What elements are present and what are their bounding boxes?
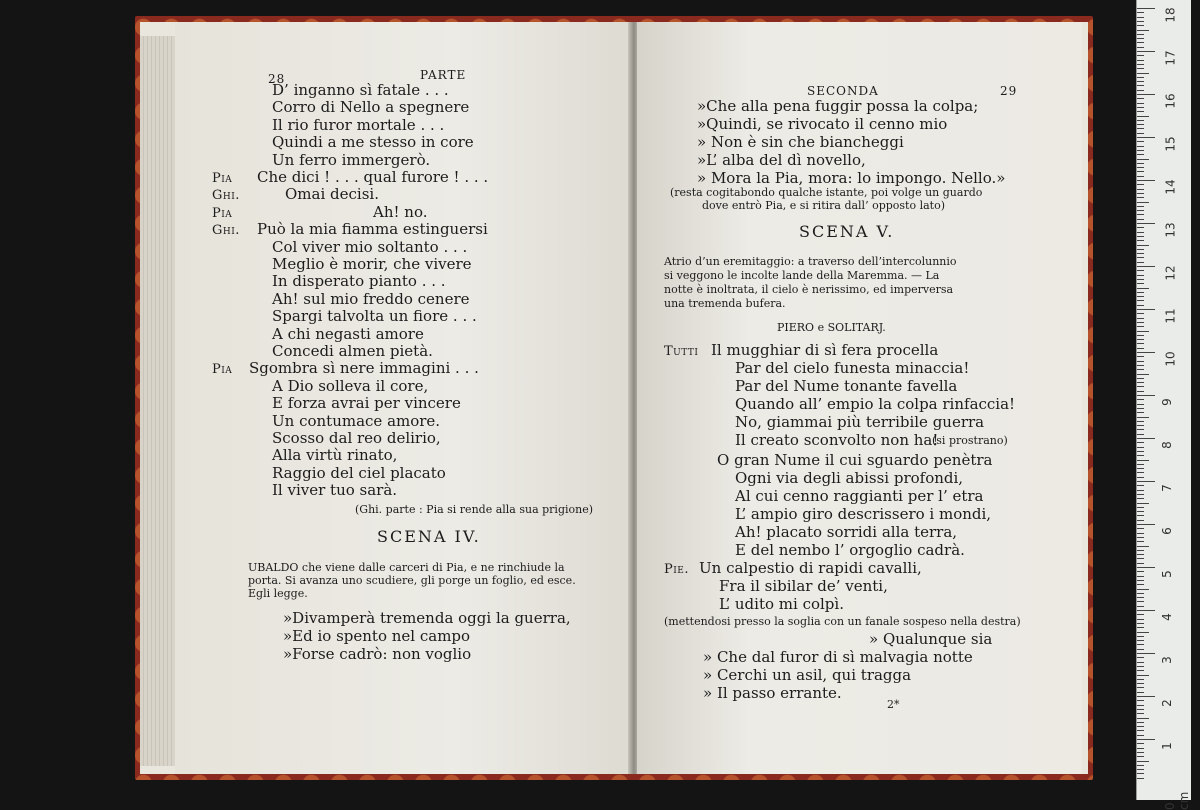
ruler-tick [1137, 735, 1144, 736]
ruler-tick [1137, 636, 1144, 637]
stage-direction: (si prostrano) [932, 434, 1008, 447]
ruler-tick [1137, 692, 1144, 693]
ruler-tick [1137, 150, 1144, 151]
ruler-tick [1137, 176, 1144, 177]
verse-line: Quando all’ empio la colpa rinfaccia! [735, 395, 1016, 413]
letter-line: »Ed io spento nel campo [283, 627, 471, 645]
running-header: SECONDA [807, 84, 879, 98]
ruler-tick [1137, 369, 1144, 370]
letter-line: »L’ alba del dì novello, [697, 151, 866, 169]
ruler-tick [1137, 171, 1144, 172]
ruler-tick [1137, 25, 1144, 26]
ruler-tick [1137, 606, 1144, 607]
ruler-tick [1137, 386, 1144, 387]
verse-line: Spargi talvolta un fiore . . . [272, 307, 477, 326]
ruler-tick [1137, 485, 1144, 486]
verse-line: Ah! placato sorridi alla terra, [735, 523, 958, 541]
ruler-tick [1137, 193, 1144, 194]
ruler-tick [1137, 520, 1144, 521]
verse-line: No, giammai più terribile guerra [735, 413, 985, 431]
ruler-tick [1137, 154, 1144, 155]
ruler-tick [1137, 769, 1144, 770]
ruler-tick [1137, 378, 1144, 379]
verse-line: Alla virtù rinato, [272, 446, 398, 465]
ruler-tick [1137, 103, 1144, 104]
verse-line: E del nembo l’ orgoglio cadrà. [735, 541, 965, 559]
verse-line: D’ inganno sì fatale . . . [272, 81, 449, 99]
ruler-label: 3 [1159, 656, 1174, 664]
verse-line: Quindi a me stesso in core [272, 133, 474, 152]
ruler-tick [1137, 391, 1144, 392]
ruler-tick [1137, 593, 1144, 594]
ruler-tick [1137, 589, 1149, 590]
ruler-tick [1137, 619, 1144, 620]
ruler-tick [1137, 94, 1155, 95]
ruler-tick [1137, 455, 1144, 456]
ruler-tick [1137, 528, 1144, 529]
ruler-tick [1137, 408, 1144, 409]
ruler-tick [1137, 623, 1144, 624]
ruler-tick [1137, 214, 1144, 215]
ruler-tick [1137, 189, 1144, 190]
ruler-tick [1137, 507, 1144, 508]
letter-line: »Che alla pena fuggir possa la colpa; [697, 97, 979, 115]
ruler-tick [1137, 644, 1144, 645]
ruler-label: 15 [1163, 136, 1178, 152]
page-number: 29 [1000, 84, 1018, 98]
ruler-tick [1137, 245, 1149, 246]
ruler-tick [1137, 567, 1155, 568]
verse-line: A Dio solleva il core, [272, 376, 429, 395]
speaker-label: Pia [212, 171, 233, 186]
left-page [175, 22, 645, 774]
ruler-tick [1137, 21, 1144, 22]
ruler-tick [1137, 128, 1144, 129]
verse-line: In disperato pianto . . . [272, 272, 446, 291]
ruler-tick [1137, 709, 1144, 710]
verse-line: » Cerchi un asil, qui tragga [703, 666, 912, 684]
ruler-tick [1137, 98, 1144, 99]
ruler-label: 16 [1163, 93, 1178, 109]
ruler-tick [1137, 687, 1144, 688]
ruler-tick [1137, 752, 1144, 753]
ruler-label: 12 [1163, 265, 1178, 281]
ruler-tick [1137, 515, 1144, 516]
ruler-tick [1137, 722, 1144, 723]
ruler-tick [1137, 361, 1144, 362]
ruler-tick [1137, 675, 1149, 676]
ruler-tick [1137, 335, 1144, 336]
verse-line: Corro di Nello a spegnere [272, 98, 470, 117]
ruler-tick [1137, 275, 1144, 276]
ruler-tick [1137, 85, 1144, 86]
ruler-tick [1137, 460, 1149, 461]
ruler-tick [1137, 288, 1149, 289]
ruler-tick [1137, 563, 1144, 564]
ruler-tick [1137, 206, 1144, 207]
ruler-tick [1137, 395, 1155, 396]
ruler-tick [1137, 632, 1149, 633]
ruler-label: 18 [1163, 7, 1178, 23]
verse-line: Ah! sul mio freddo cenere [272, 289, 470, 308]
verse-line: » Che dal furor di sì malvagia notte [703, 648, 973, 666]
ruler-tick [1137, 765, 1144, 766]
verse-line: Un calpestio di rapidi cavalli, [699, 559, 922, 577]
ruler-tick [1137, 292, 1144, 293]
ruler-tick [1137, 662, 1144, 663]
ruler-tick [1137, 748, 1144, 749]
ruler-tick [1137, 442, 1144, 443]
ruler-tick [1137, 356, 1144, 357]
verse-line: Il viver tuo sarà. [272, 481, 398, 500]
ruler-tick [1137, 348, 1144, 349]
open-book [140, 22, 1088, 774]
right-page [637, 22, 1082, 774]
ruler-tick [1137, 576, 1144, 577]
ruler-tick [1137, 262, 1144, 263]
ruler-tick [1137, 511, 1144, 512]
ruler-tick [1137, 412, 1144, 413]
ruler-tick [1137, 718, 1149, 719]
ruler-label: 5 [1159, 570, 1174, 578]
ruler-tick [1137, 447, 1144, 448]
ruler-tick [1137, 451, 1144, 452]
ruler-tick [1137, 679, 1144, 680]
scene-desc-line: UBALDO che viene dalle carceri di Pia, e ne rinchiude la [248, 561, 565, 574]
scene-desc-line: porta. Si avanza uno scudiere, gli porge un foglio, ed esce. [248, 574, 576, 587]
ruler-tick [1137, 761, 1149, 762]
ruler-tick [1137, 180, 1155, 181]
scene-title: SCENA IV. [377, 527, 481, 546]
scene-desc-line: Atrio d’un eremitaggio: a traverso dell’intercolunnio [664, 255, 957, 268]
speaker-label: Ghi. [212, 188, 240, 204]
ruler-label: 9 [1159, 398, 1174, 406]
ruler-tick [1137, 236, 1144, 237]
ruler-tick [1137, 481, 1155, 482]
ruler-tick [1137, 266, 1155, 267]
ruler-tick [1137, 498, 1144, 499]
scene-desc-line: si veggono le incolte lande della Maremma. — La [664, 269, 940, 282]
stage-direction: (resta cogitabondo qualche istante, poi volge un guardo [670, 186, 983, 199]
letter-line: »Quindi, se rivocato il cenno mio [697, 115, 948, 133]
ruler-tick [1137, 541, 1144, 542]
verse-line: Meglio è morir, che vivere [272, 255, 472, 273]
ruler-tick [1137, 219, 1144, 220]
ruler-tick [1137, 253, 1144, 254]
ruler-tick [1137, 90, 1144, 91]
page-number: 28 [268, 72, 286, 86]
ruler-tick [1137, 227, 1144, 228]
ruler-tick [1137, 38, 1144, 39]
ruler-tick [1137, 202, 1149, 203]
ruler-tick [1137, 300, 1144, 301]
ruler-label: 11 [1163, 308, 1178, 324]
ruler-tick [1137, 305, 1144, 306]
ruler-tick [1137, 120, 1144, 121]
ruler-tick [1137, 580, 1144, 581]
ruler-label: 10 [1163, 351, 1178, 367]
ruler-tick [1137, 705, 1144, 706]
letter-line: » Non è sin che biancheggi [697, 133, 904, 151]
ruler-tick [1137, 666, 1144, 667]
letter-line: »Forse cadrò: non voglio [283, 645, 472, 663]
ruler-tick [1137, 670, 1144, 671]
ruler-label: 17 [1163, 50, 1178, 66]
signature-mark: 2* [887, 698, 900, 711]
ruler-tick [1137, 627, 1144, 628]
ruler-tick [1137, 159, 1149, 160]
speaker-label: Ghi. [212, 223, 240, 239]
ruler-tick [1137, 417, 1149, 418]
speaker-label: Tutti [664, 344, 699, 359]
verse-line: L’ ampio giro descrissero i mondi, [735, 505, 992, 523]
ruler-tick [1137, 111, 1144, 112]
stage-direction: (mettendosi presso la soglia con un fanale sospeso nella destra) [664, 615, 1021, 628]
ruler-tick [1137, 232, 1144, 233]
ruler-tick [1137, 399, 1144, 400]
ruler-tick [1137, 425, 1144, 426]
ruler-tick [1137, 184, 1144, 185]
ruler-tick [1137, 477, 1144, 478]
ruler-tick [1137, 68, 1144, 69]
verse-line: Concedi almen pietà. [272, 342, 433, 360]
verse-line: Il mugghiar di sì fera procella [711, 341, 939, 359]
ruler-tick [1137, 438, 1155, 439]
ruler-tick [1137, 464, 1144, 465]
ruler-label: 2 [1159, 699, 1174, 707]
ruler-tick [1137, 81, 1144, 82]
ruler-tick [1137, 558, 1144, 559]
scene-title: SCENA V. [799, 222, 895, 241]
ruler-tick [1137, 107, 1144, 108]
ruler-tick [1137, 584, 1144, 585]
verse-line: Al cui cenno raggianti per l’ etra [735, 487, 984, 505]
ruler-tick [1137, 554, 1144, 555]
ruler-tick [1137, 546, 1149, 547]
verse-line: Par del Nume tonante favella [735, 377, 958, 395]
page-edges [140, 36, 180, 766]
running-header: PARTE [420, 68, 467, 82]
ruler-tick [1137, 249, 1144, 250]
ruler-tick [1137, 778, 1144, 779]
ruler-tick [1137, 756, 1144, 757]
measuring-ruler [1136, 0, 1191, 810]
ruler-tick [1137, 8, 1155, 9]
verse-line: Scosso dal reo delirio, [272, 429, 441, 447]
ruler-label: 13 [1163, 222, 1178, 238]
stage-direction: dove entrò Pia, e si ritira dall’ opposto lato) [702, 199, 945, 212]
ruler-tick [1137, 382, 1144, 383]
ruler-tick [1137, 365, 1144, 366]
ruler-tick [1137, 34, 1144, 35]
ruler-tick [1137, 649, 1144, 650]
ruler-tick [1137, 42, 1144, 43]
ruler-tick [1137, 210, 1144, 211]
verse-line: Raggio del ciel placato [272, 463, 446, 482]
verse-line: Ogni via degli abissi profondi, [735, 469, 964, 487]
scene-desc-line: una tremenda bufera. [664, 297, 786, 310]
ruler-tick [1137, 133, 1144, 134]
ruler-tick [1137, 494, 1144, 495]
ruler-tick [1137, 223, 1155, 224]
verse-line: » Il passo errante. [703, 684, 842, 702]
ruler-tick [1137, 73, 1149, 74]
letter-line: »Divamperà tremenda oggi la guerra, [283, 609, 571, 627]
ruler-tick [1137, 60, 1144, 61]
scene-desc-line: notte è inoltrata, il cielo è nerissimo, ed imperversa [664, 283, 954, 296]
ruler-label: 8 [1159, 441, 1174, 449]
verse-line: Omai decisi. [285, 185, 379, 204]
speaker-label: Pia [212, 205, 233, 221]
ruler-tick [1137, 343, 1144, 344]
ruler-tick [1137, 533, 1144, 534]
ruler-tick [1137, 730, 1144, 731]
ruler-tick [1137, 163, 1144, 164]
ruler-tick [1137, 318, 1144, 319]
ruler-tick [1137, 146, 1144, 147]
ruler-tick [1137, 490, 1144, 491]
stage-direction: (Ghi. parte : Pia si rende alla sua prigione) [355, 503, 594, 516]
verse-line: Par del cielo funesta minaccia! [735, 359, 970, 377]
ruler-tick [1137, 468, 1144, 469]
ruler-tick [1137, 726, 1144, 727]
ruler-tick [1137, 683, 1144, 684]
ruler-tick [1137, 283, 1144, 284]
ruler-tick [1137, 773, 1144, 774]
ruler-tick [1137, 421, 1144, 422]
ruler-tick [1137, 257, 1144, 258]
ruler-tick [1137, 739, 1155, 740]
ruler-tick [1137, 653, 1155, 654]
verse-line: Può la mia fiamma estinguersi [257, 220, 488, 239]
ruler-label: 1 [1159, 742, 1174, 750]
ruler-tick [1137, 537, 1144, 538]
verse-line: Il rio furor mortale . . . [272, 115, 445, 134]
ruler-tick [1137, 326, 1144, 327]
verse-line: L’ udito mi colpì. [719, 595, 844, 613]
ruler-tick [1137, 197, 1144, 198]
ruler-tick [1137, 17, 1144, 18]
verse-line: Un ferro immergerò. [272, 150, 431, 169]
ruler-tick [1137, 279, 1144, 280]
ruler-tick [1137, 743, 1144, 744]
ruler-tick [1137, 313, 1144, 314]
ruler-tick [1137, 137, 1155, 138]
ruler-label: 6 [1159, 527, 1174, 535]
ruler-tick [1137, 601, 1144, 602]
ruler-tick [1137, 503, 1149, 504]
verse-line: Che dici ! . . . qual furore ! . . . [257, 168, 489, 186]
verse-line: Un contumace amore. [272, 411, 441, 430]
ruler-tick [1137, 657, 1144, 658]
verse-line: » Qualunque sia [869, 630, 993, 648]
ruler-tick [1137, 374, 1149, 375]
ruler-tick [1137, 309, 1155, 310]
ruler-tick [1137, 550, 1144, 551]
ruler-tick [1137, 713, 1144, 714]
character-list: PIERO e SOLITARJ. [777, 321, 886, 334]
scene-desc-line: Egli legge. [248, 587, 308, 600]
ruler-tick [1137, 116, 1149, 117]
verse-line: Sgombra sì nere immagini . . . [249, 359, 479, 378]
ruler-tick [1137, 322, 1144, 323]
ruler-tick [1137, 270, 1144, 271]
ruler-tick [1137, 12, 1144, 13]
ruler-label: 14 [1163, 179, 1178, 195]
ruler-tick [1137, 472, 1144, 473]
verse-line: Col viver mio soltanto . . . [272, 237, 468, 256]
verse-line: Fra il sibilar de’ venti, [719, 577, 888, 595]
verse-line: Il creato sconvolto non ha! [735, 431, 939, 449]
ruler-tick [1137, 55, 1144, 56]
ruler-tick [1137, 610, 1155, 611]
ruler-tick [1137, 700, 1144, 701]
ruler-tick [1137, 77, 1144, 78]
ruler-tick [1137, 51, 1155, 52]
ruler-tick [1137, 352, 1155, 353]
ruler-label: 4 [1159, 613, 1174, 621]
ruler-tick [1137, 64, 1144, 65]
ruler-label: 0 cm [1163, 791, 1191, 810]
ruler-tick [1137, 167, 1144, 168]
verse-line: A chi negasti amore [272, 324, 424, 343]
ruler-tick [1137, 524, 1155, 525]
ruler-tick [1137, 404, 1144, 405]
ruler-tick [1137, 614, 1144, 615]
ruler-tick [1137, 429, 1144, 430]
speaker-label: Pie. [664, 562, 690, 577]
ruler-tick [1137, 240, 1144, 241]
ruler-tick [1137, 597, 1144, 598]
verse-line: O gran Nume il cui sguardo penètra [717, 451, 993, 469]
ruler-tick [1137, 47, 1144, 48]
ruler-label: 7 [1159, 484, 1174, 492]
verse-line: E forza avrai per vincere [272, 394, 461, 413]
ruler-tick [1137, 434, 1144, 435]
ruler-tick [1137, 141, 1144, 142]
ruler-tick [1137, 124, 1144, 125]
ruler-tick [1137, 331, 1149, 332]
ruler-tick [1137, 640, 1144, 641]
ruler-tick [1137, 296, 1144, 297]
ruler-tick [1137, 696, 1155, 697]
ruler-tick [1137, 30, 1149, 31]
verse-line: Ah! no. [373, 202, 428, 221]
speaker-label: Pia [212, 362, 233, 378]
ruler-tick [1137, 571, 1144, 572]
ruler-tick [1137, 339, 1144, 340]
letter-line: » Mora la Pia, mora: lo impongo. Nello.» [697, 169, 1006, 187]
